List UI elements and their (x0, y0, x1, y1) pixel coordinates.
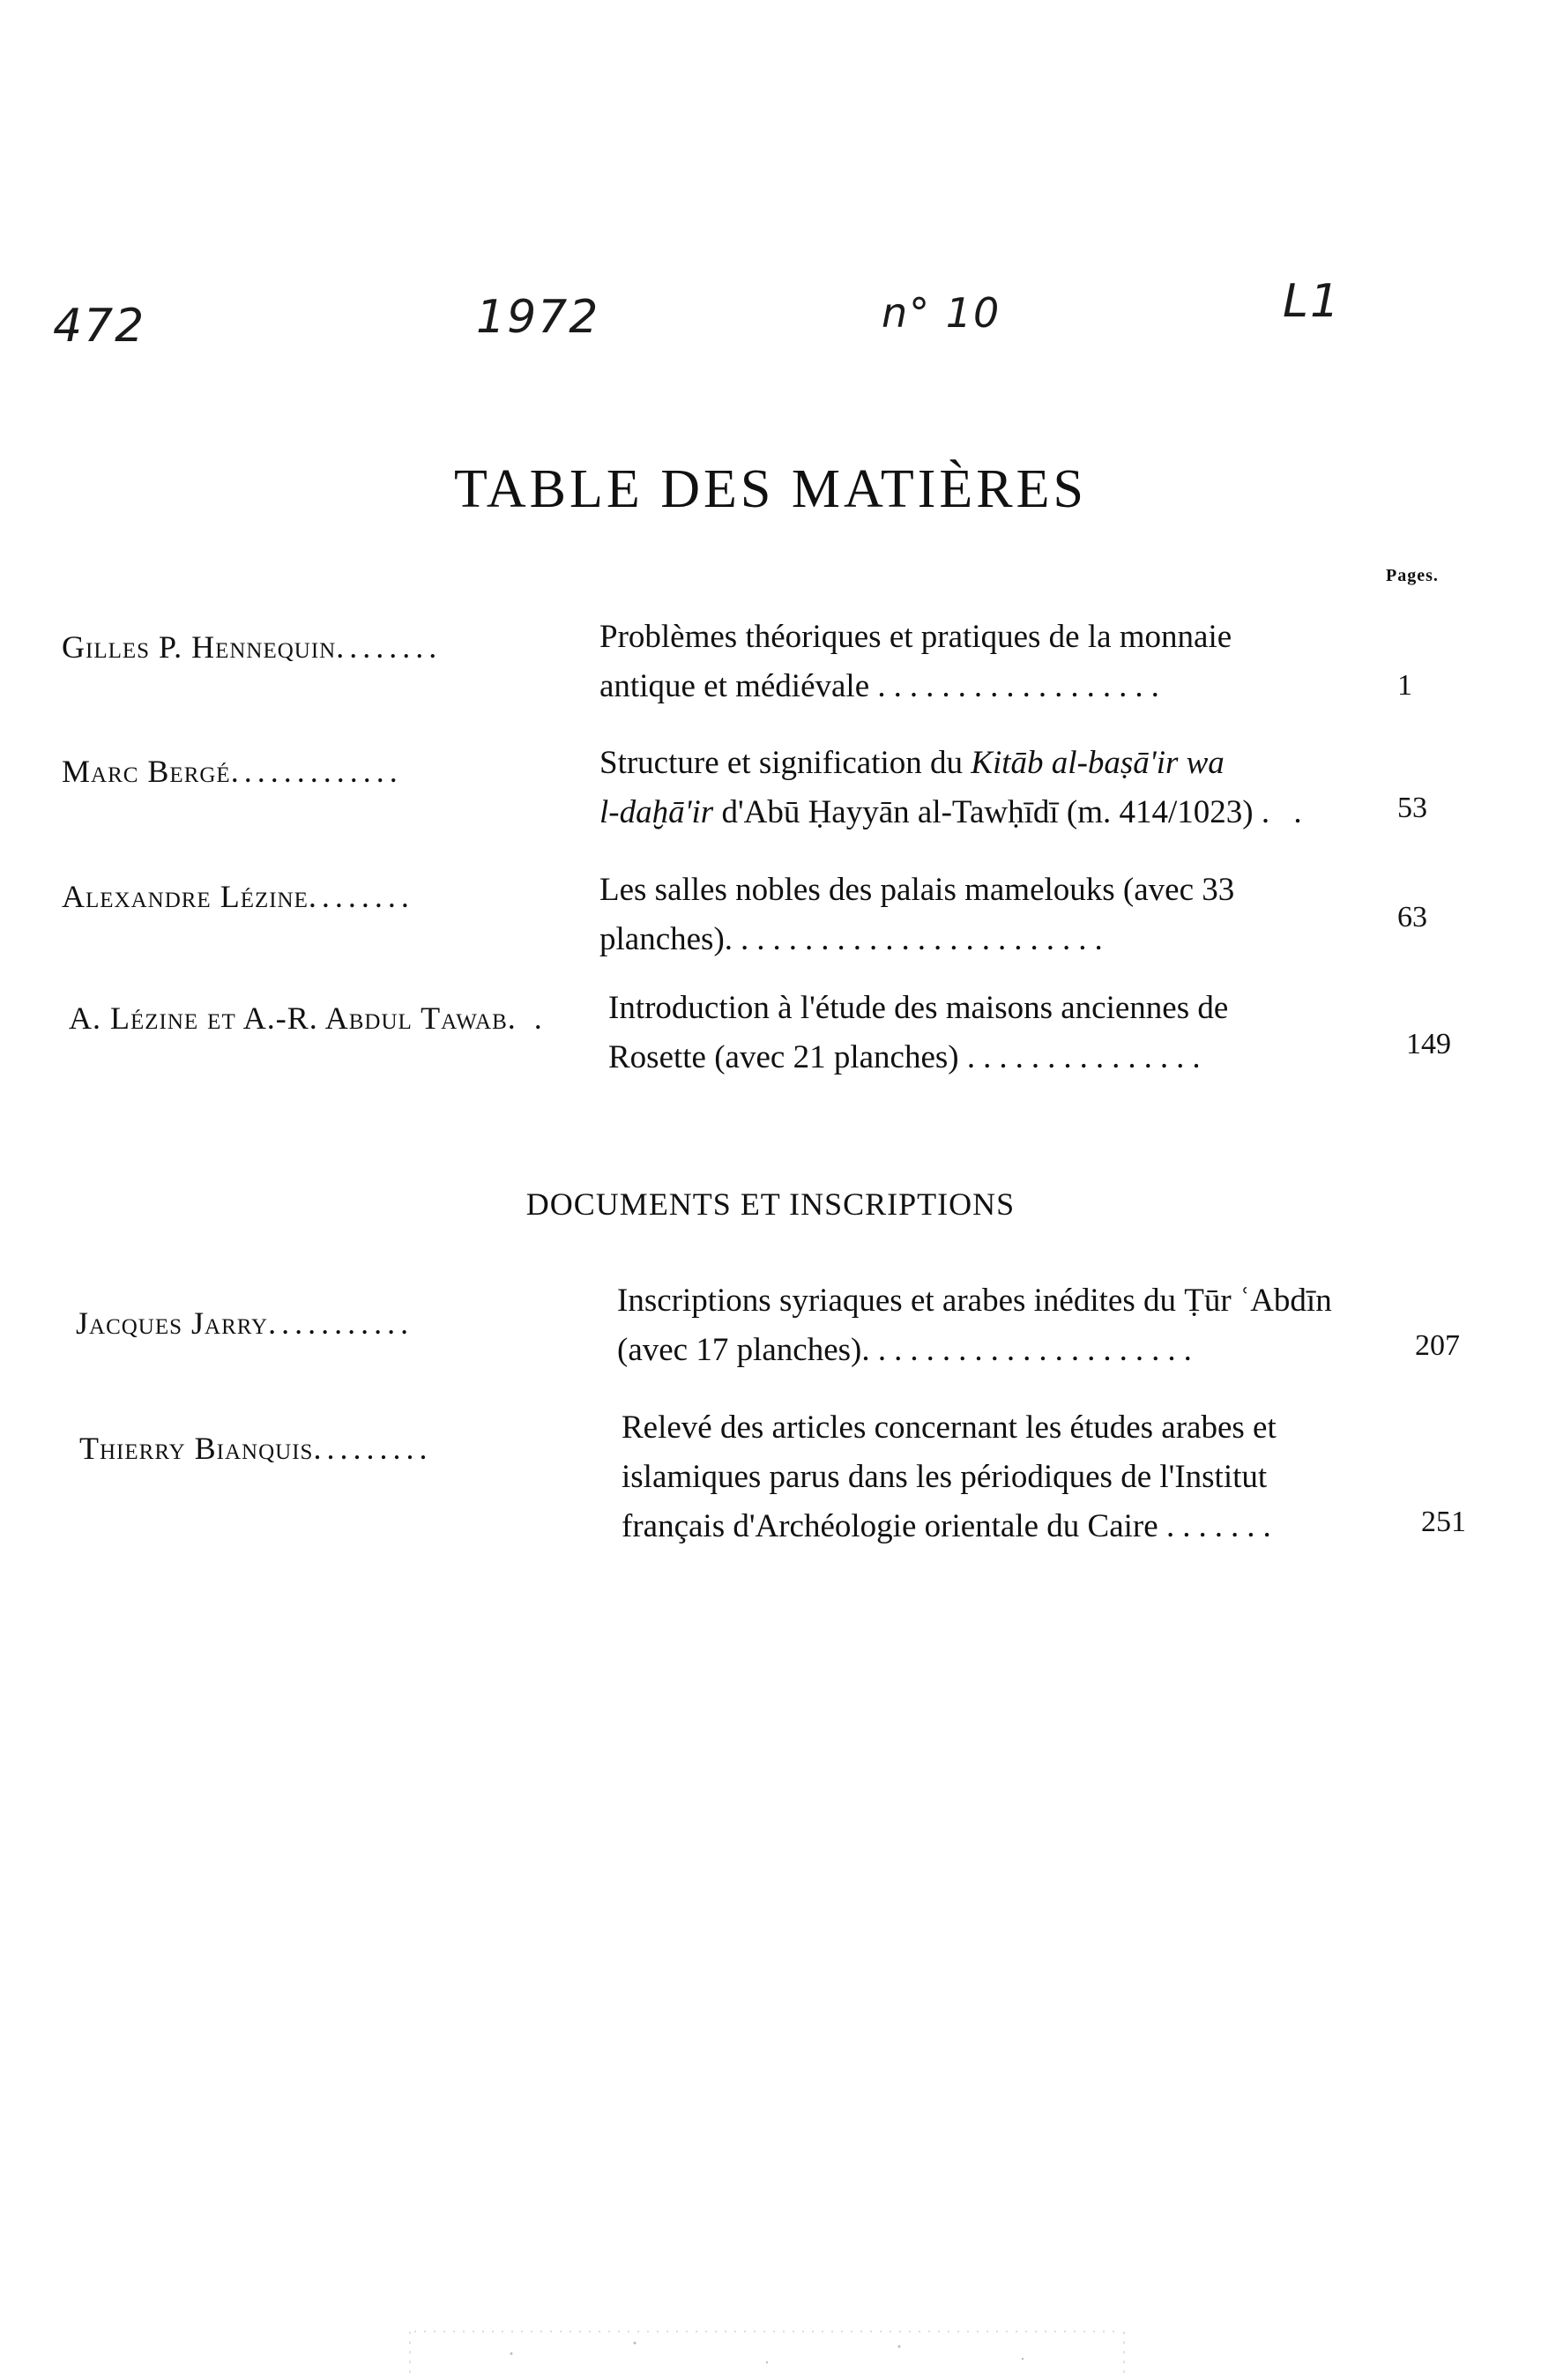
leader-dots: ........................ (724, 921, 1111, 957)
title-line (599, 662, 1375, 711)
title-line (622, 1502, 1397, 1551)
title-line-text: Structure et signification du (599, 745, 972, 781)
handwritten-annotations (0, 275, 1541, 379)
title-line-text: d'Abū Ḥayyān al-Tawḥīdī (m. 414/1023) (713, 794, 1254, 830)
title-italic-text: l-daḫā'ir (599, 794, 714, 830)
title-line: Problèmes théoriques et pratiques de la monnaie (599, 619, 1232, 655)
entry-page-number: 1 (1397, 669, 1412, 702)
title-line-text: français d'Archéologie orientale du Caire (622, 1508, 1158, 1544)
title-line (599, 915, 1375, 964)
title-line (599, 788, 1375, 837)
pages-column-label: Pages. (1386, 566, 1439, 585)
leader-dots: ........ (308, 879, 414, 914)
handwritten-mark-2: 1972 (476, 291, 600, 344)
title-line (617, 1326, 1393, 1375)
entry-page-number: 63 (1397, 901, 1427, 933)
scan-noise-decoration (406, 2327, 1128, 2380)
title-line-text: antique et médiévale (599, 668, 870, 704)
author-name: Thierry Bianquis (79, 1431, 314, 1466)
entry-author (79, 1430, 617, 1467)
page-title: TABLE DES MATIÈRES (453, 459, 1088, 519)
title-line (608, 1033, 1384, 1082)
title-line (599, 739, 1375, 788)
title-line: Relevé des articles concernant les études arabes et (622, 1409, 1277, 1446)
title-line-text: (avec 17 planches). (617, 1332, 870, 1368)
author-name: Alexandre Lézine (62, 879, 309, 914)
title-line-text: Rosette (avec 21 planches) (608, 1039, 959, 1075)
entry-title (617, 1276, 1393, 1375)
entry-author (62, 753, 599, 790)
section-heading: DOCUMENTS ET INSCRIPTIONS (525, 1186, 1016, 1222)
entry-author (62, 878, 599, 915)
author-name: Marc Bergé (62, 754, 231, 789)
leader-dots: .................. (877, 668, 1167, 704)
entry-page-number: 251 (1421, 1506, 1466, 1538)
author-name: Gilles P. Hennequin (62, 629, 337, 665)
author-name: Jacques Jarry (76, 1305, 269, 1341)
entry-page-number: 207 (1415, 1329, 1460, 1362)
leader-dots: . . (507, 1000, 547, 1036)
entry-title (622, 1403, 1397, 1551)
handwritten-mark-4: L1 (1283, 275, 1342, 328)
title-line-text: planches) (599, 921, 725, 957)
leader-dots: .................... (877, 1332, 1200, 1368)
leader-dots: ......... (313, 1431, 433, 1466)
title-line: Inscriptions syriaques et arabes inédites du Ṭūr ʿAbdīn (617, 1283, 1332, 1319)
entry-page-number: 149 (1406, 1028, 1451, 1060)
entry-author (69, 1000, 607, 1037)
title-line: islamiques parus dans les périodiques de l'Institut (622, 1459, 1268, 1495)
handwritten-mark-3: n° 10 (882, 289, 1001, 337)
entry-page-number: 53 (1397, 792, 1427, 824)
author-name: A. Lézine et A.-R. Abdul Tawab (69, 1000, 508, 1036)
leader-dots: . . (1261, 794, 1310, 830)
entry-author (62, 628, 599, 666)
title-italic-text: Kitāb al-baṣā'ir wa (971, 745, 1225, 781)
leader-dots: ........ (336, 629, 443, 665)
entry-title (599, 866, 1375, 964)
leader-dots: ....... (1165, 1508, 1279, 1544)
leader-dots: ............... (966, 1039, 1209, 1075)
entry-author (76, 1305, 614, 1342)
entry-title (608, 984, 1384, 1082)
leader-dots: ............. (230, 754, 403, 789)
entry-title (599, 739, 1375, 837)
leader-dots: ........... (268, 1305, 414, 1341)
entry-title (599, 613, 1375, 711)
title-line: Les salles nobles des palais mamelouks (avec 33 (599, 872, 1235, 908)
title-line: Introduction à l'étude des maisons anciennes de (608, 990, 1229, 1026)
handwritten-mark-1: 472 (53, 300, 146, 353)
